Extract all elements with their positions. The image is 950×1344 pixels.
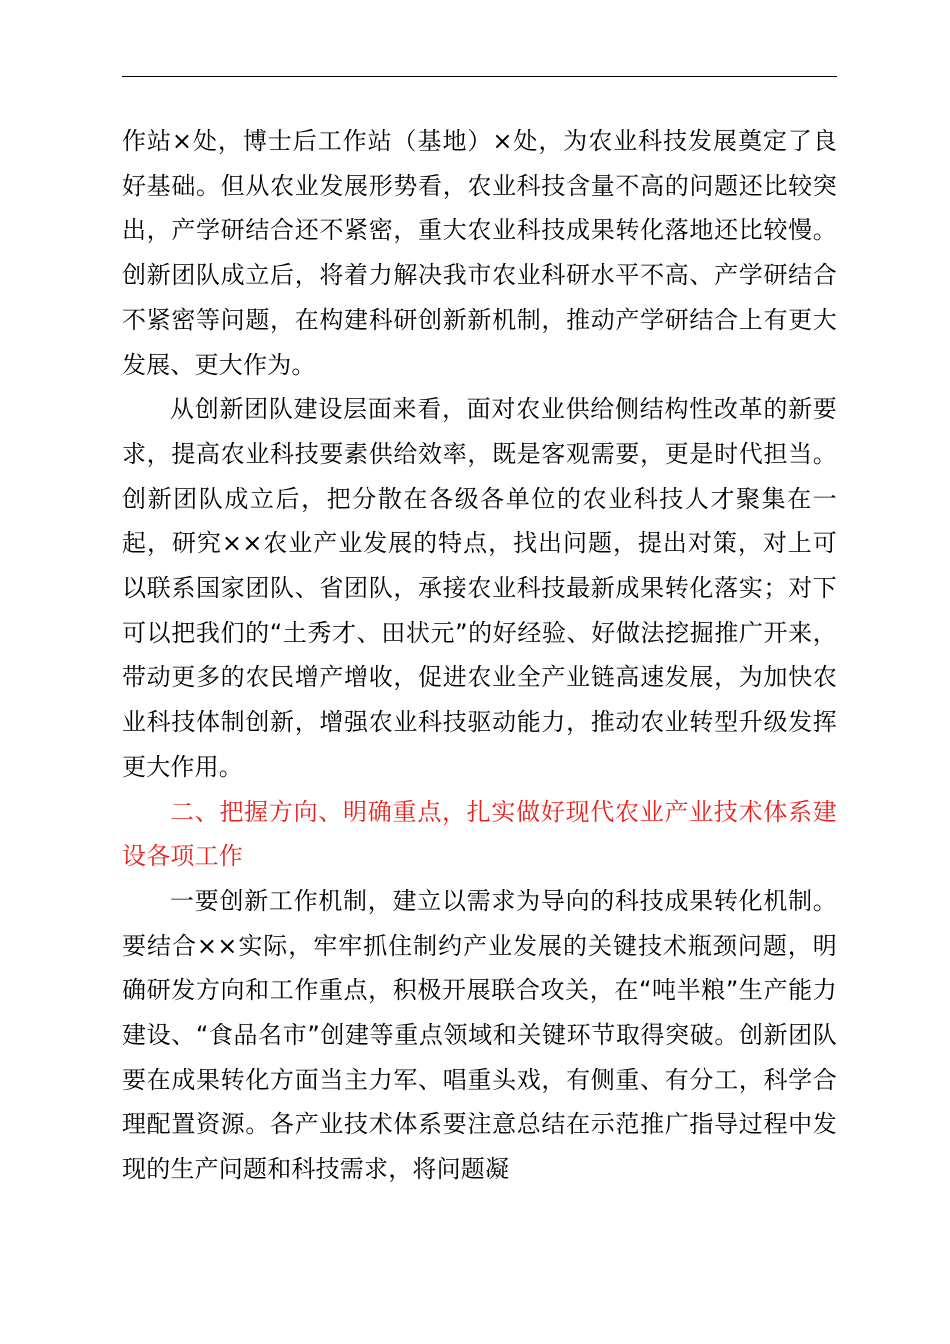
body-paragraph: 从创新团队建设层面来看，面对农业供给侧结构性改革的新要求，提高农业科技要素供给效率，既是客观需要，更是时代担当。创新团队成立后，把分散在各级各单位的农业科技人才聚集在一起，研究××农业产业发展的特点，找出问题，提出对策，对上可以联系国家团队、省团队，承接农业科技最新成果转化落实；对下可以把我们的“土秀才、田状元”的好经验、好做法挖掘推广开来，带动更多的农民增产增收，促进农业全产业链高速发展，为加快农业科技体制创新，增强农业科技驱动能力，推动农业转型升级发挥更大作用。	[122, 395, 837, 781]
document-body	[122, 119, 837, 1192]
section-heading: 二、把握方向、明确重点，扎实做好现代农业产业技术体系建设各项工作	[122, 797, 837, 871]
body-paragraph: 一要创新工作机制，建立以需求为导向的科技成果转化机制。要结合××实际，牢牢抓住制约产业发展的关键技术瓶颈问题，明确研发方向和工作重点，积极开展联合攻关，在“吨半粮”生产能力建设、“食品名市”创建等重点领域和关键环节取得突破。创新团队要在成果转化方面当主力军、唱重头戏，有侧重、有分工，科学合理配置资源。各产业技术体系要注意总结在示范推广指导过程中发现的生产问题和科技需求，将问题凝	[122, 886, 837, 1184]
body-paragraph-continued: 作站×处，博士后工作站（基地）×处，为农业科技发展奠定了良好基础。但从农业发展形势看，农业科技含量不高的问题还比较突出，产学研结合还不紧密，重大农业科技成果转化落地还比较慢。创新团队成立后，将着力解决我市农业科研水平不高、产学研结合不紧密等问题，在构建科研创新新机制，推动产学研结合上有更大发展、更大作为。	[122, 127, 837, 379]
header-rule	[122, 76, 837, 77]
